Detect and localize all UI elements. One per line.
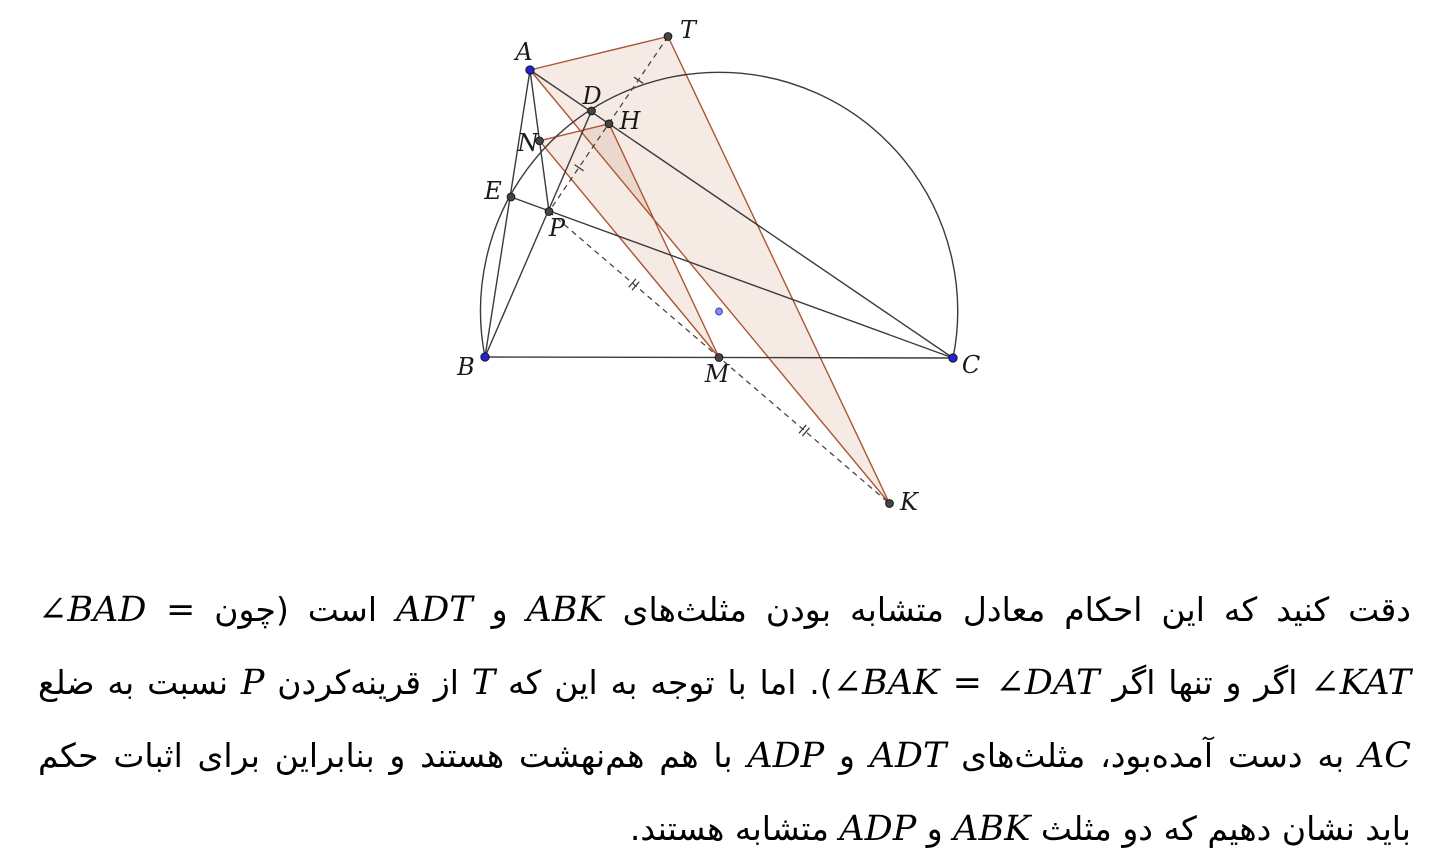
math-expression: ADP (747, 736, 825, 776)
point-label-P: P (548, 214, 566, 242)
persian-text: به دست آمده‌بود، مثلث‌های (946, 736, 1359, 775)
math-expression: ADP (839, 809, 917, 849)
persian-text: و (824, 736, 870, 775)
math-expression: P (240, 663, 265, 703)
point-dot-A (526, 66, 534, 74)
solution-paragraph (38, 576, 1411, 868)
point-label-K: K (900, 488, 918, 516)
segment-AB (485, 70, 530, 357)
point-label-B: B (457, 353, 475, 381)
point-dot-B (481, 353, 489, 361)
solution-line-2 (38, 649, 1411, 722)
math-expression: T (471, 663, 496, 703)
math-expression: ABK (953, 809, 1031, 849)
point-label-M: M (704, 360, 730, 388)
math-expression: AC (1358, 736, 1412, 776)
persian-text: و (916, 809, 954, 848)
circle-center-dot (716, 308, 723, 315)
persian-text: و (472, 590, 527, 629)
point-label-C: C (961, 351, 981, 379)
persian-text: اگر و تنها اگر (1099, 663, 1311, 702)
math-expression: ∠BAD = (38, 590, 196, 630)
point-dot-T (664, 33, 672, 41)
math-expression: ADT (869, 736, 947, 776)
persian-text: نسبت به ضلع (38, 663, 241, 702)
math-expression: ∠KAT (1310, 663, 1412, 703)
point-label-A: A (515, 38, 533, 66)
point-label-D: D (582, 82, 602, 110)
point-dot-E (507, 193, 515, 201)
persian-text: است (چون (195, 590, 396, 629)
persian-text: از قرینه‌کردن (264, 663, 472, 702)
solution-line-1 (38, 576, 1411, 649)
point-dot-H (605, 120, 613, 128)
solution-line-3 (38, 722, 1411, 795)
persian-text: با هم هم‌نهشت هستند و بنابراین برای اثبات حکم (38, 736, 748, 775)
point-label-E: E (484, 177, 502, 205)
solution-line-4 (38, 795, 1411, 868)
persian-text: باید نشان دهیم که دو مثلث (1030, 809, 1411, 848)
persian-text: متشابه هستند. (629, 809, 840, 848)
point-label-T: T (679, 16, 697, 44)
point-label-H: H (619, 107, 641, 135)
math-expression: ABK (526, 590, 604, 630)
point-label-N: N (517, 129, 539, 157)
persian-text: ). اما با توجه به این که (495, 663, 833, 702)
math-expression: ADT (395, 590, 473, 630)
point-dot-C (949, 354, 957, 362)
math-expression: ∠BAK = ∠DAT (832, 663, 1100, 703)
point-dot-K (886, 500, 894, 508)
persian-text: دقت کنید که این احکام معادل متشابه بودن مثلث‌های (603, 590, 1412, 629)
